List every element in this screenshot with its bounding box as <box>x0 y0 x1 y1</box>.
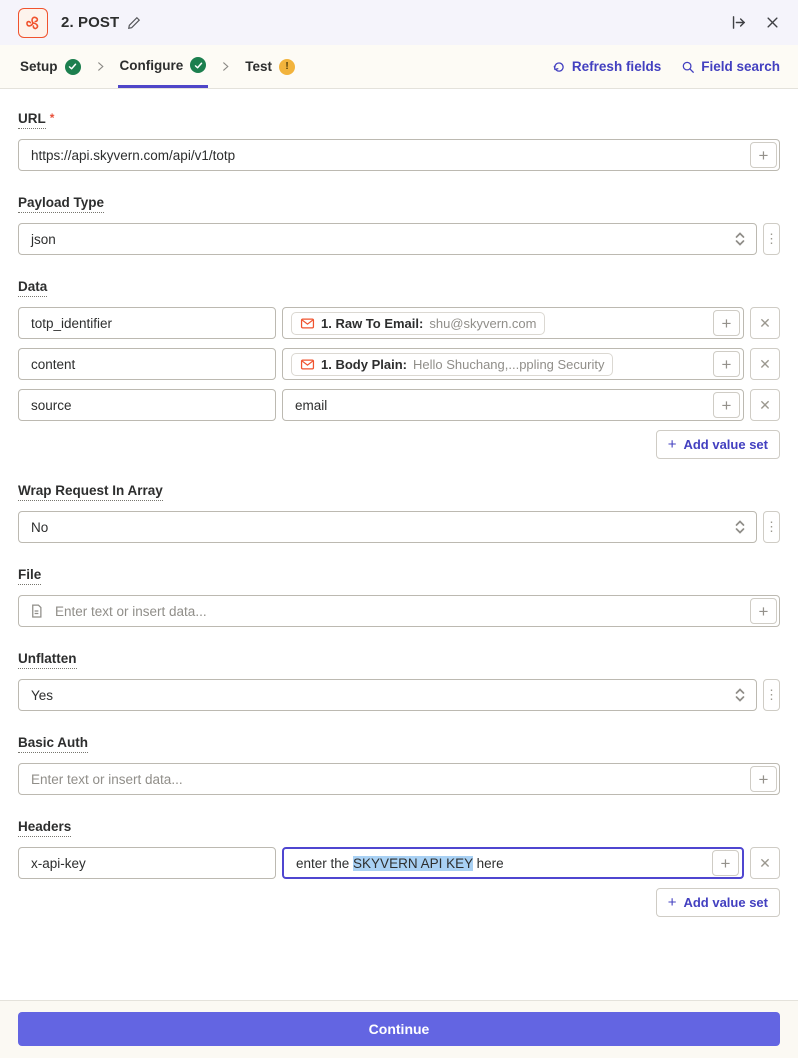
basic-auth-input[interactable] <box>18 763 780 795</box>
file-input[interactable] <box>18 595 780 627</box>
check-circle-icon <box>65 59 81 75</box>
insert-data-plus-button[interactable]: + <box>750 142 777 168</box>
field-headers <box>18 819 780 917</box>
field-url <box>18 111 780 171</box>
headers-value-text: enter the SKYVERN API KEY here <box>296 855 504 871</box>
remove-row-button[interactable]: ✕ <box>750 307 780 339</box>
insert-data-plus-button[interactable]: + <box>750 766 777 792</box>
field-payload-type <box>18 195 780 255</box>
email-icon <box>300 357 315 372</box>
file-label: File <box>18 567 780 585</box>
data-label: Data <box>18 279 780 297</box>
payload-type-value: json <box>31 231 56 247</box>
payload-type-select[interactable] <box>18 223 757 255</box>
field-file <box>18 567 780 627</box>
unflatten-menu-button[interactable]: ⋮ <box>763 679 780 711</box>
footer-bar <box>0 1000 798 1058</box>
title-bar <box>0 0 798 45</box>
field-basic-auth <box>18 735 780 795</box>
refresh-fields-button[interactable] <box>552 59 661 74</box>
collapse-panel-icon[interactable] <box>730 14 747 31</box>
plus-icon: + <box>667 894 677 911</box>
basic-auth-label: Basic Auth <box>18 735 780 753</box>
url-label: URL * <box>18 111 780 129</box>
configure-form <box>0 89 798 917</box>
refresh-fields-label: Refresh fields <box>571 59 662 74</box>
wrap-request-select[interactable] <box>18 511 757 543</box>
select-chevrons-icon <box>734 519 746 535</box>
chevron-right-icon <box>220 45 231 88</box>
tab-setup-label: Setup <box>20 59 58 74</box>
headers-value-input[interactable] <box>282 847 744 879</box>
field-data <box>18 279 780 459</box>
data-row <box>18 307 780 339</box>
file-document-icon <box>29 604 44 619</box>
close-icon[interactable] <box>765 15 780 30</box>
unflatten-label: Unflatten <box>18 651 780 669</box>
data-value-text: email <box>295 397 328 413</box>
remove-row-button[interactable]: ✕ <box>750 389 780 421</box>
tab-test[interactable] <box>243 45 297 88</box>
email-icon <box>300 316 315 331</box>
continue-button[interactable]: Continue <box>18 1012 780 1046</box>
tab-setup[interactable] <box>18 45 83 88</box>
chevron-right-icon <box>95 45 106 88</box>
required-asterisk: * <box>49 111 55 125</box>
data-key-input[interactable] <box>18 307 276 339</box>
field-unflatten <box>18 651 780 711</box>
wrap-request-menu-button[interactable]: ⋮ <box>763 511 780 543</box>
data-value-input[interactable] <box>282 307 744 339</box>
webhook-app-icon <box>18 8 48 38</box>
search-icon <box>681 60 695 74</box>
insert-data-plus-button[interactable]: + <box>713 392 740 418</box>
remove-row-button[interactable]: ✕ <box>750 348 780 380</box>
headers-label: Headers <box>18 819 780 837</box>
selected-text: SKYVERN API KEY <box>353 855 473 871</box>
headers-key-input[interactable] <box>18 847 276 879</box>
data-key-input[interactable] <box>18 389 276 421</box>
data-key-input[interactable] <box>18 348 276 380</box>
data-value-input[interactable] <box>282 348 744 380</box>
field-search-label: Field search <box>701 59 780 74</box>
refresh-icon <box>552 60 566 74</box>
edit-title-icon[interactable] <box>127 16 141 30</box>
unflatten-select[interactable] <box>18 679 757 711</box>
plus-icon: + <box>667 436 677 453</box>
check-circle-icon <box>190 57 206 73</box>
insert-data-plus-button[interactable]: + <box>713 351 740 377</box>
field-wrap-request <box>18 483 780 543</box>
select-chevrons-icon <box>734 687 746 703</box>
data-row <box>18 348 780 380</box>
headers-row <box>18 847 780 879</box>
data-value-input[interactable] <box>282 389 744 421</box>
add-value-set-button[interactable]: + Add value set <box>656 888 780 917</box>
insert-data-plus-button[interactable]: + <box>750 598 777 624</box>
select-chevrons-icon <box>734 231 746 247</box>
insert-data-plus-button[interactable]: + <box>713 310 740 336</box>
remove-row-button[interactable]: ✕ <box>750 847 780 879</box>
wrap-request-value: No <box>31 519 49 535</box>
add-value-set-button[interactable]: + Add value set <box>656 430 780 459</box>
mapped-field-token[interactable]: 1. Raw To Email: shu@skyvern.com <box>291 312 545 335</box>
wrap-request-label: Wrap Request In Array <box>18 483 780 501</box>
payload-type-menu-button[interactable]: ⋮ <box>763 223 780 255</box>
unflatten-value: Yes <box>31 687 54 703</box>
tab-configure-label: Configure <box>119 57 184 73</box>
warning-circle-icon: ! <box>279 59 295 75</box>
tab-test-label: Test <box>245 59 273 74</box>
insert-data-plus-button[interactable]: + <box>712 850 739 876</box>
payload-type-label: Payload Type <box>18 195 780 213</box>
url-input[interactable] <box>18 139 780 171</box>
field-search-button[interactable] <box>681 59 780 74</box>
data-row <box>18 389 780 421</box>
tab-configure[interactable] <box>118 45 209 88</box>
step-tabbar <box>0 45 798 89</box>
mapped-field-token[interactable]: 1. Body Plain: Hello Shuchang,...ppling Security <box>291 353 613 376</box>
step-title: 2. POST <box>61 14 120 31</box>
